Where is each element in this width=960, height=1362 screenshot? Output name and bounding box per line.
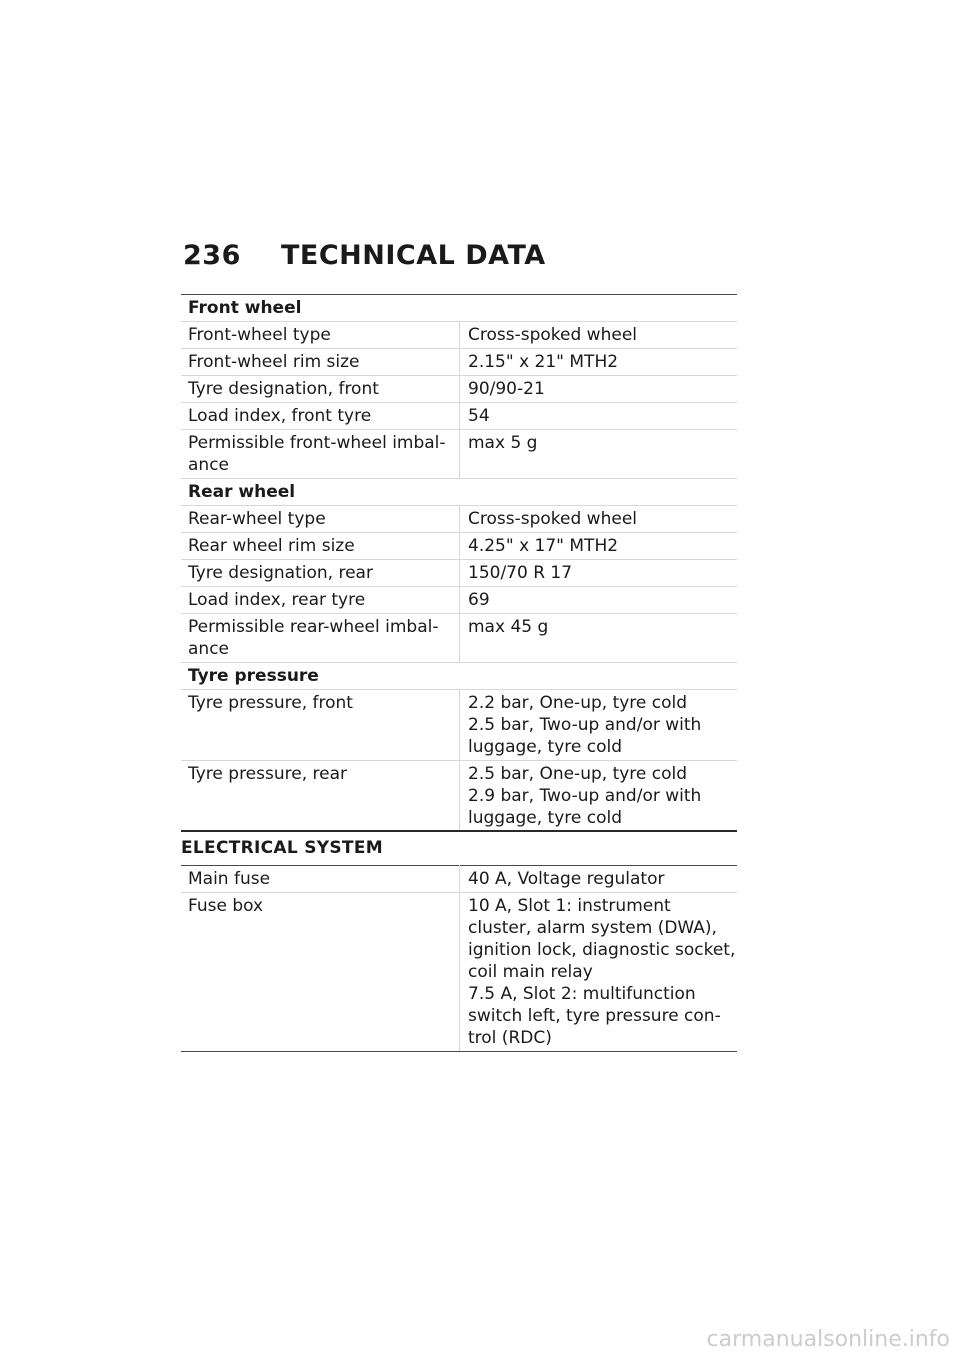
table-row <box>181 587 737 614</box>
spec-label: Tyre designation, front <box>181 376 460 403</box>
watermark: carmanualsonline.info <box>706 1327 950 1352</box>
table-row <box>181 866 737 893</box>
page-header <box>183 240 546 271</box>
group-header-row <box>181 663 737 690</box>
spec-value: 90/90-21 <box>460 376 738 403</box>
spec-label: Main fuse <box>181 866 460 893</box>
page-title: TECHNICAL DATA <box>281 240 546 271</box>
table-row <box>181 690 737 761</box>
spec-label: Rear-wheel type <box>181 506 460 533</box>
table-row <box>181 376 737 403</box>
spec-label: Tyre pressure, rear <box>181 761 460 832</box>
spec-label: Fuse box <box>181 893 460 1052</box>
spec-label: Front-wheel rim size <box>181 349 460 376</box>
section-heading: ELECTRICAL SYSTEM <box>181 830 737 864</box>
table-row <box>181 322 737 349</box>
spec-label: Load index, rear tyre <box>181 587 460 614</box>
spec-value: 2.2 bar, One-up, tyre cold 2.5 bar, Two-up and/or with luggage, tyre cold <box>460 690 738 761</box>
spec-value: max 45 g <box>460 614 738 663</box>
table-row <box>181 430 737 479</box>
spec-label: Tyre pressure, front <box>181 690 460 761</box>
wheels-table <box>181 294 737 832</box>
group-header-row <box>181 479 737 506</box>
spec-value: 2.15" x 21" MTH2 <box>460 349 738 376</box>
table-row <box>181 349 737 376</box>
spec-label: Permissible front-wheel imbal- ance <box>181 430 460 479</box>
spec-label: Rear wheel rim size <box>181 533 460 560</box>
table-row <box>181 614 737 663</box>
spec-value: max 5 g <box>460 430 738 479</box>
page-number: 236 <box>183 240 241 271</box>
spec-value: 69 <box>460 587 738 614</box>
table-row <box>181 560 737 587</box>
spec-value: 54 <box>460 403 738 430</box>
table-row <box>181 506 737 533</box>
group-title: Front wheel <box>181 295 737 322</box>
table-row <box>181 761 737 832</box>
group-header-row <box>181 295 737 322</box>
spec-value: 2.5 bar, One-up, tyre cold 2.9 bar, Two-up and/or with luggage, tyre cold <box>460 761 738 832</box>
spec-label: Load index, front tyre <box>181 403 460 430</box>
spec-label: Permissible rear-wheel imbal- ance <box>181 614 460 663</box>
electrical-section <box>181 865 737 1052</box>
electrical-table <box>181 865 737 1052</box>
group-title: Rear wheel <box>181 479 737 506</box>
wheels-section <box>181 294 737 832</box>
spec-value: 10 A, Slot 1: instrument cluster, alarm system (DWA), ignition lock, diagnostic socket, coil main relay 7.5 A, Slot 2: multifunction switch left, tyre pressure con- trol (RDC) <box>460 893 738 1052</box>
table-row <box>181 533 737 560</box>
spec-label: Front-wheel type <box>181 322 460 349</box>
spec-value: 150/70 R 17 <box>460 560 738 587</box>
spec-value: 40 A, Voltage regulator <box>460 866 738 893</box>
table-row <box>181 893 737 1052</box>
table-row <box>181 403 737 430</box>
spec-label: Tyre designation, rear <box>181 560 460 587</box>
group-title: Tyre pressure <box>181 663 737 690</box>
spec-value: Cross-spoked wheel <box>460 506 738 533</box>
spec-value: Cross-spoked wheel <box>460 322 738 349</box>
spec-value: 4.25" x 17" MTH2 <box>460 533 738 560</box>
